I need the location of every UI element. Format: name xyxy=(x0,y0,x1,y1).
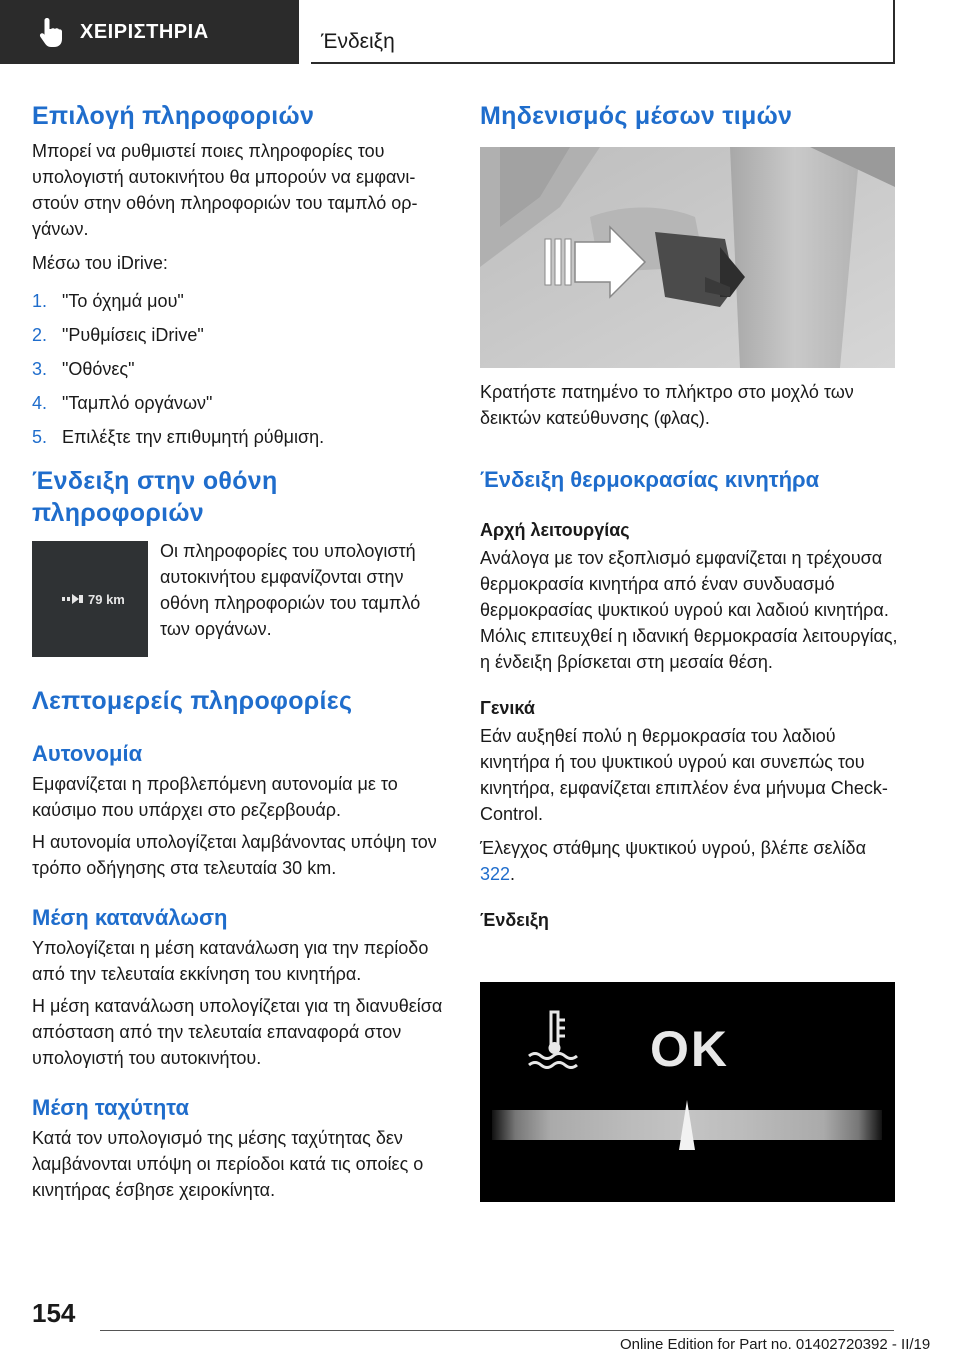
paragraph-via-idrive: Μέσω του iDrive: xyxy=(32,253,168,273)
temperature-indicator-image xyxy=(480,982,895,1202)
step-text: Επιλέξτε την επιθυμητή ρύθμιση. xyxy=(62,427,325,447)
fuel-range-icon xyxy=(62,592,84,606)
heading-principle: Αρχή λειτουργίας xyxy=(480,520,630,540)
indicator-ok-label: OK xyxy=(650,1021,729,1077)
step-text: "Ρυθμίσεις iDrive" xyxy=(62,325,204,345)
heading-reset: Μηδενισμός μέσων τιμών xyxy=(480,102,793,130)
page-number: 154 xyxy=(32,1298,76,1328)
paragraph-general: Εάν αυξηθεί πολύ η θερμοκρασία του λαδιού κινητήρα ή του ψυκτικού υγρού και συνεπώς του κινητήρα, εμφανίζεται επιπλέον ένα μήνυμα Check-Control. xyxy=(480,726,888,824)
steps-list xyxy=(32,288,452,450)
section-details xyxy=(32,685,452,1203)
paragraph-speed: Κατά τον υπολογισμό της μέσης ταχύτητας δεν λαμβάνονται υπόψη οι περίοδοι κατά τις οποίες ο κινητήρας έσβησε χειροκίνητα. xyxy=(32,1128,424,1200)
heading-general: Γενικά xyxy=(480,698,535,718)
paragraph-range-2: Η αυτονομία υπολογίζεται λαμβάνοντας υπόψη τον τρόπο οδήγησης στα τελευταία 30 km. xyxy=(32,832,437,878)
step-text: "Το όχημά μου" xyxy=(62,291,184,311)
step-number: 1. xyxy=(32,291,48,311)
hand-pointer-icon xyxy=(38,16,64,48)
footer-divider xyxy=(100,1330,894,1331)
list-item xyxy=(32,356,452,382)
heading-indicator: Ένδειξη xyxy=(480,910,549,930)
paragraph-principle: Ανάλογα με τον εξοπλισμό εμφανίζεται η τρέχουσα θερμοκρασία κινητήρα από έναν συνδυασμό θερμοκρασίας ψυκτικού υγρού και λαδιού κινητήρα. Μόλις επιτευχθεί η ιδανική θερμοκρασία λειτουργίας, η ένδειξη βρίσκεται στη μεσαία θέση. xyxy=(480,548,898,672)
heading-temperature: Ένδειξη θερμοκρασίας κινητήρα xyxy=(480,467,820,492)
heading-details: Λεπτομερείς πληροφορίες xyxy=(32,687,353,715)
paragraph-consumption-2: Η μέση κατανάλωση υπολογίζεται για τη διανυθείσα απόσταση από την τελευταία επαναφορά στον υπολογιστή του αυτοκινήτου. xyxy=(32,996,443,1068)
step-number: 3. xyxy=(32,359,48,379)
coolant-temperature-icon xyxy=(525,1010,585,1070)
step-text: "Οθόνες" xyxy=(62,359,135,379)
heading-range: Αυτονομία xyxy=(32,741,143,766)
heading-consumption: Μέση κατανάλωση xyxy=(32,905,228,930)
list-item xyxy=(32,322,452,348)
footer-edition: Online Edition for Part no. 01402720392 - II/19 xyxy=(620,1336,931,1353)
gauge-needle xyxy=(677,1100,697,1150)
left-column xyxy=(32,100,452,458)
page-header xyxy=(0,0,960,66)
paragraph-reset: Κρατήστε πατημένο το πλήκτρο στο μοχλό των δεικτών κατεύθυνσης (φλας). xyxy=(480,382,854,428)
paragraph-display: Οι πληροφορίες του υπολογιστή αυτοκινήτου εμφανίζονται στην οθόνη πληροφοριών του ταμπλό των οργάνων. xyxy=(160,541,421,639)
step-number: 4. xyxy=(32,393,48,413)
step-number: 2. xyxy=(32,325,48,345)
heading-speed: Μέση ταχύτητα xyxy=(32,1095,190,1120)
paragraph-check: Έλεγχος στάθμης ψυκτικού υγρού, βλέπε σελίδα 322. xyxy=(480,838,866,884)
chapter-tab xyxy=(0,0,299,64)
section-display xyxy=(32,465,452,529)
list-item xyxy=(32,424,452,450)
step-number: 5. xyxy=(32,427,48,447)
section-tab xyxy=(311,0,895,64)
section-temperature xyxy=(480,465,900,933)
display-reading: 79 km xyxy=(88,592,125,607)
heading-display: Ένδειξη στην οθόνη πληροφοριών xyxy=(32,467,278,527)
turn-signal-lever-image xyxy=(480,147,895,368)
step-text: "Ταμπλό οργάνων" xyxy=(62,393,213,413)
section-title: Ένδειξη xyxy=(321,30,395,53)
paragraph-range-1: Εμφανίζεται η προβλεπόμενη αυτονομία με το καύσιμο που υπάρχει στο ρεζερβουάρ. xyxy=(32,774,398,820)
heading-selection: Επιλογή πληροφοριών xyxy=(32,102,315,130)
info-display-image xyxy=(32,541,148,657)
paragraph-selection: Μπορεί να ρυθμιστεί ποιες πληροφορίες του υπολογιστή αυτοκινήτου θα μπορούν να εμφανιστούν στην οθόνη πληροφοριών του ταμπλό οργάνων. xyxy=(32,141,418,239)
list-item xyxy=(32,390,452,416)
chapter-title: ΧΕΙΡΙΣΤΗΡΙΑ xyxy=(80,20,209,43)
right-column xyxy=(480,100,900,132)
list-item xyxy=(32,288,452,314)
page-link[interactable]: 322 xyxy=(480,864,511,884)
paragraph-consumption-1: Υπολογίζεται η μέση κατανάλωση για την περίοδο από την τελευταία εκκίνηση του κινητήρα. xyxy=(32,938,429,984)
